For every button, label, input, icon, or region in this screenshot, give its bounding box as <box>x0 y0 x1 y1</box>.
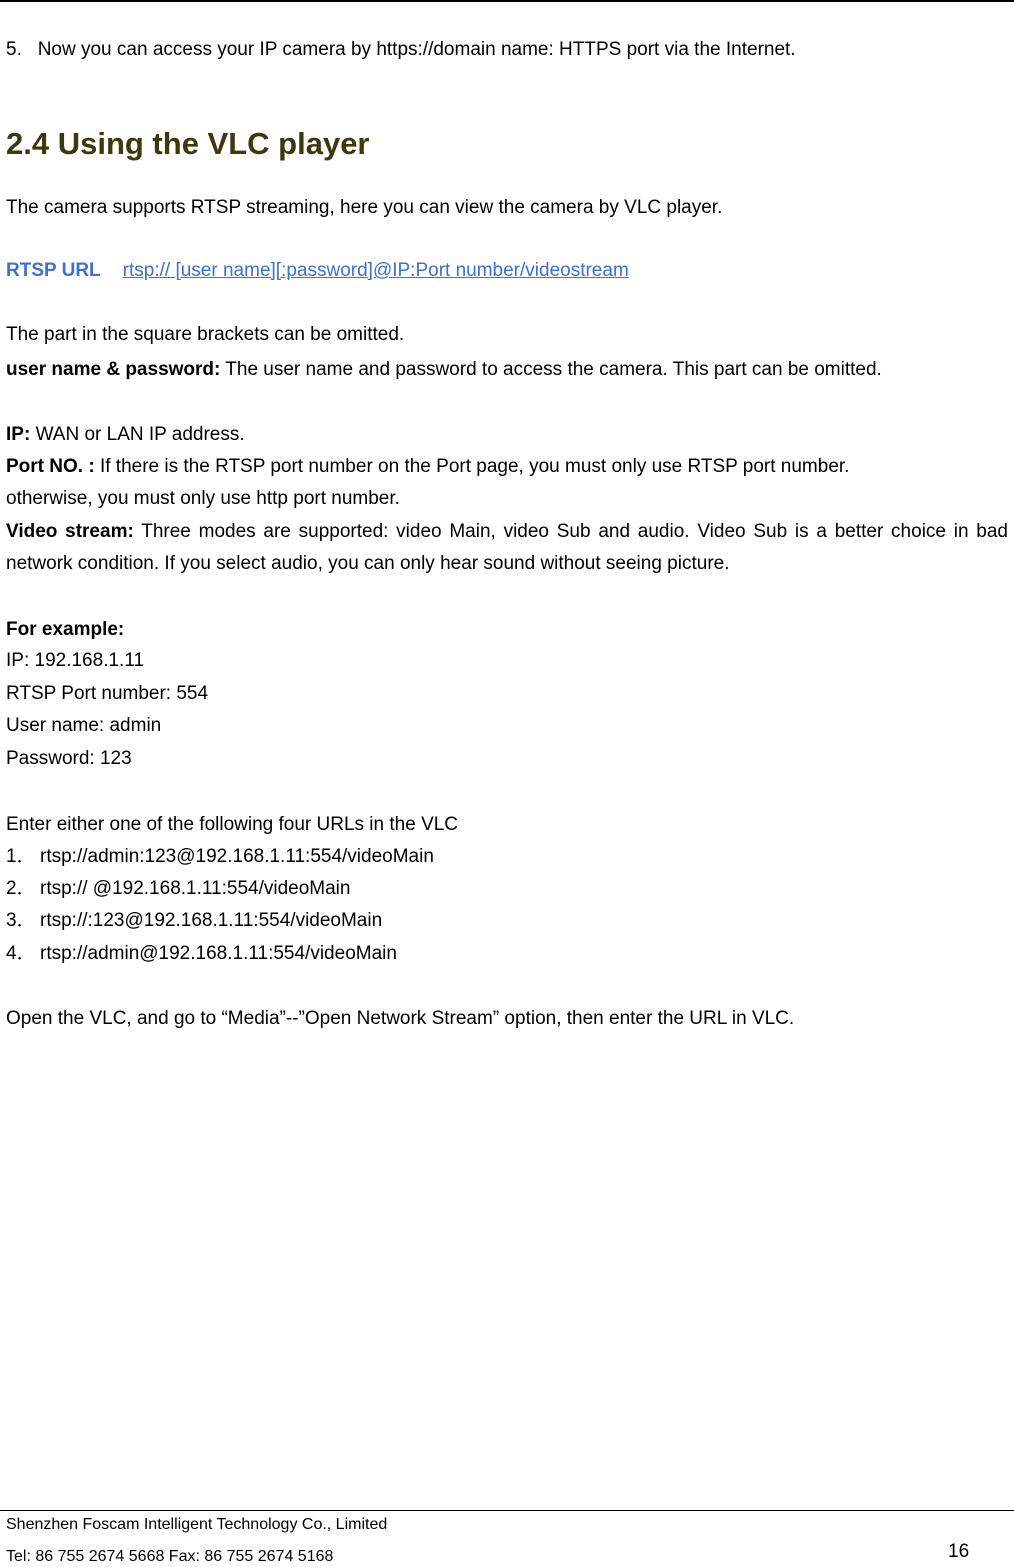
step-5 <box>6 38 796 62</box>
section-intro: The camera supports RTSP streaming, here you can view the camera by VLC player. <box>6 197 723 218</box>
url-item-number: 1． <box>6 846 36 867</box>
step-5-number: 5. <box>6 39 22 60</box>
example-password: Password: 123 <box>6 748 132 769</box>
def-video-text: Three modes are supported: video Main, video Sub and audio. Video Sub is a better choice in bad network condition. If you select audio, you can only hear sound without seeing picture. <box>6 521 1008 574</box>
def-ip <box>6 423 245 447</box>
footer-company: Shenzhen Foscam Intelligent Technology Co., Limited <box>6 1516 388 1533</box>
enter-urls-text: Enter either one of the following four URLs in the VLC <box>6 814 459 835</box>
example-ip: IP: 192.168.1.11 <box>6 650 145 671</box>
rtsp-url-label: RTSP URL <box>6 260 101 281</box>
def-video-stream <box>6 516 1008 580</box>
def-port-cont: otherwise, you must only use http port number. <box>6 488 400 509</box>
omit-note: The part in the square brackets can be omitted. <box>6 324 405 345</box>
url-item-2 <box>6 877 350 901</box>
section-heading: 2.4 Using the VLC player <box>6 126 370 161</box>
step-5-text: Now you can access your IP camera by https://domain name: HTTPS port via the Internet. <box>37 39 796 60</box>
example-heading: For example: <box>6 619 125 640</box>
rtsp-url-line <box>6 259 629 283</box>
url-item-text: rtsp://:123@192.168.1.11:554/videoMain <box>40 910 383 931</box>
def-port-label: Port NO. : <box>6 456 95 477</box>
def-ip-label: IP: <box>6 424 31 445</box>
url-item-number: 4． <box>6 943 36 964</box>
footer-rule <box>0 1510 1014 1511</box>
def-port-text: If there is the RTSP port number on the Port page, you must only use RTSP port number. <box>99 456 850 477</box>
def-video-label: Video stream: <box>6 521 134 542</box>
def-user-password <box>6 354 1008 386</box>
rtsp-url-link[interactable]: rtsp:// [user name][:password]@IP:Port number/videostream <box>122 260 629 281</box>
open-vlc-text: Open the VLC, and go to “Media”--”Open Network Stream” option, then enter the URL in VLC. <box>6 1008 795 1029</box>
url-item-text: rtsp://admin@192.168.1.11:554/videoMain <box>40 943 397 964</box>
def-ip-text: WAN or LAN IP address. <box>35 424 245 445</box>
url-item-text: rtsp://admin:123@192.168.1.11:554/videoMain <box>40 846 434 867</box>
def-user-text: The user name and password to access the camera. This part can be omitted. <box>225 359 882 380</box>
def-port <box>6 455 849 479</box>
example-user: User name: admin <box>6 715 162 736</box>
def-user-label: user name & password: <box>6 359 221 380</box>
url-item-1 <box>6 845 434 869</box>
page-number: 16 <box>948 1541 970 1562</box>
example-port: RTSP Port number: 554 <box>6 683 209 704</box>
url-item-number: 2． <box>6 878 36 899</box>
url-item-number: 3． <box>6 910 36 931</box>
footer-contact: Tel: 86 755 2674 5668 Fax: 86 755 2674 5168 <box>6 1548 334 1565</box>
url-item-text: rtsp:// @192.168.1.11:554/videoMain <box>40 878 351 899</box>
url-item-3 <box>6 909 382 933</box>
top-rule <box>0 0 1014 2</box>
url-item-4 <box>6 942 397 966</box>
